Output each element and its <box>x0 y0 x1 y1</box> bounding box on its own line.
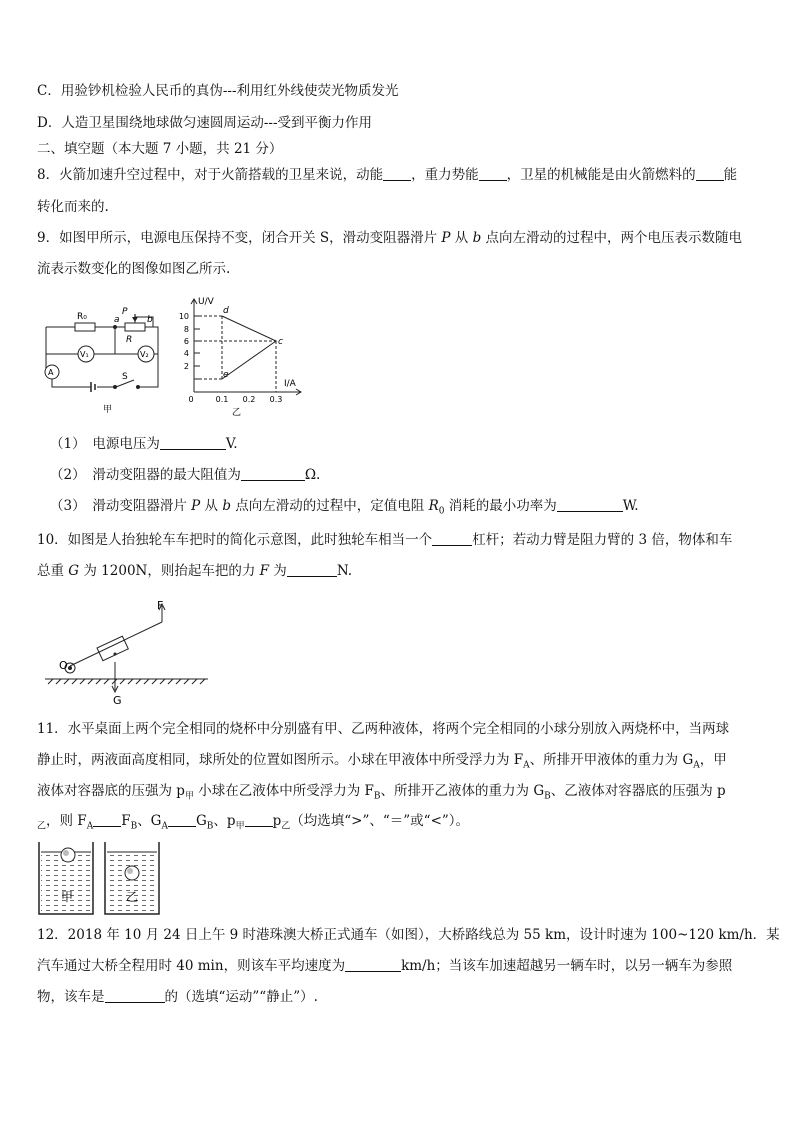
rheostat-r-label: R <box>126 335 133 345</box>
y-tick: 2 <box>183 362 189 371</box>
question-12-line1: 12．2018 年 10 月 24 日上午 9 时港珠澳大桥正式通车（如图），大桥路线总为 55 km，设计时速为 100~120 km/h．某 <box>37 927 780 943</box>
beakers-diagram <box>37 838 167 918</box>
y-tick: 6 <box>183 337 189 346</box>
question-11-line1: 11．水平桌面上两个完全相同的烧杯中分别盛有甲、乙两种液体，将两个完全相同的小球分别放入两烧杯中，当两球 <box>37 721 730 737</box>
question-11-line3: 液体对容器底的压强为 $p_甲$ 小球在乙液体中所受浮力为 $F_B$、所排开乙液体的重力为 $G_B$、乙液体对容器底的压强为 p <box>37 783 726 802</box>
question-8-line1: 8．火箭加速升空过程中，对于火箭搭载的卫星来说，动能 ，重力势能 ，卫星的机械能是由火箭燃料的 能 <box>37 167 738 183</box>
option-c: C．用验钞机检验人民币的真伪---利用红外线使荧光物质发光 <box>37 83 399 99</box>
q10-blank-2[interactable] <box>287 562 337 577</box>
question-11-line2: 静止时，两液面高度相同，球所处的位置如图所示。小球在甲液体中所受浮力为 $F_A$、所排开甲液体的重力为 $G_A$，甲 <box>37 752 727 771</box>
q11-blank-3[interactable] <box>245 812 273 827</box>
point-e-label: e <box>223 370 229 380</box>
circuit-diagram <box>38 300 168 420</box>
y-tick: 10 <box>178 312 189 321</box>
wheelbarrow-diagram <box>40 598 215 708</box>
question-11-line4: $_乙$，则 $F_A$ $F_B$、$G_A$ $G_B$、$p_甲$ $p_乙$（均选填“>”、“＝”或“<”）。 <box>37 813 470 832</box>
question-9-line2: 流表示数变化的图像如图乙所示. <box>37 261 231 277</box>
switch-s-label: S <box>122 372 128 382</box>
q11-blank-2[interactable] <box>168 812 196 827</box>
voltmeter-v2-label: V₂ <box>140 350 149 359</box>
q8-blank-1[interactable] <box>383 166 411 181</box>
q10-blank-1[interactable] <box>432 531 472 546</box>
y-tick: 4 <box>183 349 189 358</box>
q9-sub3: （3） 滑动变阻器滑片 P 从 b 点向左滑动的过程中，定值电阻 $R_0$ 消耗的最小功率为 W. <box>50 498 639 517</box>
node-b-label: b <box>147 315 153 325</box>
question-8-line2: 转化而来的. <box>37 199 109 215</box>
q12-blank-2[interactable] <box>105 988 165 1003</box>
slider-p-label: P <box>122 307 128 317</box>
question-10-line2: 总重 G 为 1200N，则抬起车把的力 F 为 N. <box>37 563 353 579</box>
pivot-o-label: O <box>59 659 68 672</box>
q9-sub1: （1） 电源电压为 V. <box>50 436 238 452</box>
x-tick: 0.2 <box>242 395 256 404</box>
q8-blank-2[interactable] <box>479 166 507 181</box>
u-axis-label: U/V <box>198 297 214 307</box>
weight-g-label: G <box>113 694 122 707</box>
q12-blank-1[interactable] <box>345 957 401 972</box>
ammeter-label: A <box>48 368 54 377</box>
fig-caption-yi: 乙 <box>232 408 242 418</box>
beaker-jia-label: 甲 <box>61 890 74 904</box>
voltmeter-v1-label: V₁ <box>80 350 89 359</box>
q9-blank-1[interactable] <box>160 435 226 450</box>
option-d: D．人造卫星围绕地球做匀速圆周运动---受到平衡力作用 <box>37 115 373 131</box>
x-tick: 0.3 <box>269 395 283 404</box>
question-12-line3: 物，该车是 的（选填“运动”“静止”）. <box>37 989 318 1005</box>
u-i-graph <box>172 296 312 420</box>
node-a-label: a <box>114 315 120 325</box>
q9-sub2: （2） 滑动变阻器的最大阻值为 Ω. <box>50 467 321 483</box>
point-c-label: c <box>278 337 283 347</box>
question-10-line1: 10．如图是人抬独轮车车把时的简化示意图，此时独轮车相当一个 杠杆；若动力臂是阻力臂的 3 倍，物体和车 <box>37 532 733 548</box>
question-12-line2: 汽车通过大桥全程用时 40 min，则该车平均速度为 km/h；当该车加速超越另一辆车时，以另一辆车为参照 <box>37 958 733 974</box>
x-tick: 0 <box>188 395 194 404</box>
question-9-line1: 9．如图甲所示，电源电压保持不变，闭合开关 S，滑动变阻器滑片 P 从 b 点向左滑动的过程中，两个电压表示数随电 <box>37 230 743 246</box>
fig-caption-jia: 甲 <box>103 405 113 415</box>
q8-blank-3[interactable] <box>696 166 724 181</box>
point-d-label: d <box>223 306 229 316</box>
x-tick: 0.1 <box>215 395 229 404</box>
r0-label: R₀ <box>77 312 87 322</box>
i-axis-label: I/A <box>284 379 296 389</box>
y-tick: 8 <box>183 325 189 334</box>
force-f-label: F <box>157 599 164 612</box>
section-heading: 二、填空题（本大题 7 小题，共 21 分） <box>37 141 283 157</box>
q9-blank-2[interactable] <box>241 466 305 481</box>
q9-blank-3[interactable] <box>557 497 623 512</box>
q11-blank-1[interactable] <box>93 812 121 827</box>
beaker-yi-label: 乙 <box>126 890 139 904</box>
